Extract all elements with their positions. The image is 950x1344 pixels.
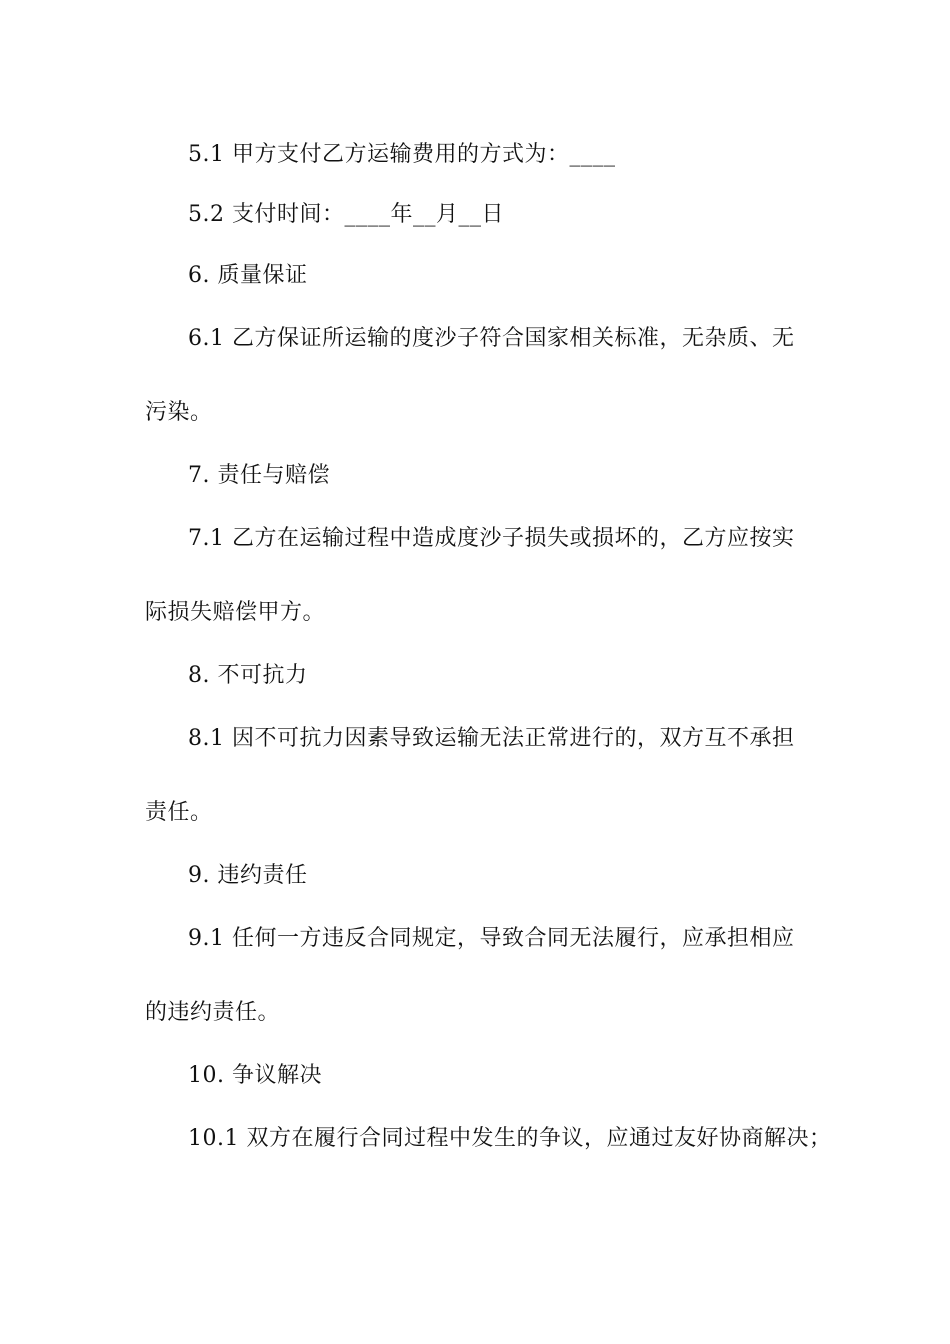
heading-8-force-majeure: 8. 不可抗力: [188, 663, 308, 688]
clause-9-1: 9.1 任何一方违反合同规定，导致合同无法履行，应承担相应: [188, 926, 795, 951]
clause-7-1-continued: 际损失赔偿甲方。: [145, 600, 326, 625]
clause-6-1-continued: 污染。: [145, 400, 213, 425]
clause-9-1-continued: 的违约责任。: [145, 1000, 281, 1025]
clause-5-2: 5.2 支付时间：____年__月__日: [188, 202, 504, 227]
clause-10-1: 10.1 双方在履行合同过程中发生的争议，应通过友好协商解决；: [188, 1126, 832, 1151]
heading-10-dispute: 10. 争议解决: [188, 1063, 322, 1088]
heading-9-breach: 9. 违约责任: [188, 863, 308, 888]
clause-7-1: 7.1 乙方在运输过程中造成度沙子损失或损坏的，乙方应按实: [188, 526, 795, 551]
clause-8-1: 8.1 因不可抗力因素导致运输无法正常进行的，双方互不承担: [188, 726, 795, 751]
clause-5-1: 5.1 甲方支付乙方运输费用的方式为：____: [188, 142, 616, 167]
clause-8-1-continued: 责任。: [145, 800, 213, 825]
heading-6-quality: 6. 质量保证: [188, 263, 308, 288]
heading-7-liability: 7. 责任与赔偿: [188, 463, 330, 488]
clause-6-1: 6.1 乙方保证所运输的度沙子符合国家相关标准，无杂质、无: [188, 326, 795, 351]
